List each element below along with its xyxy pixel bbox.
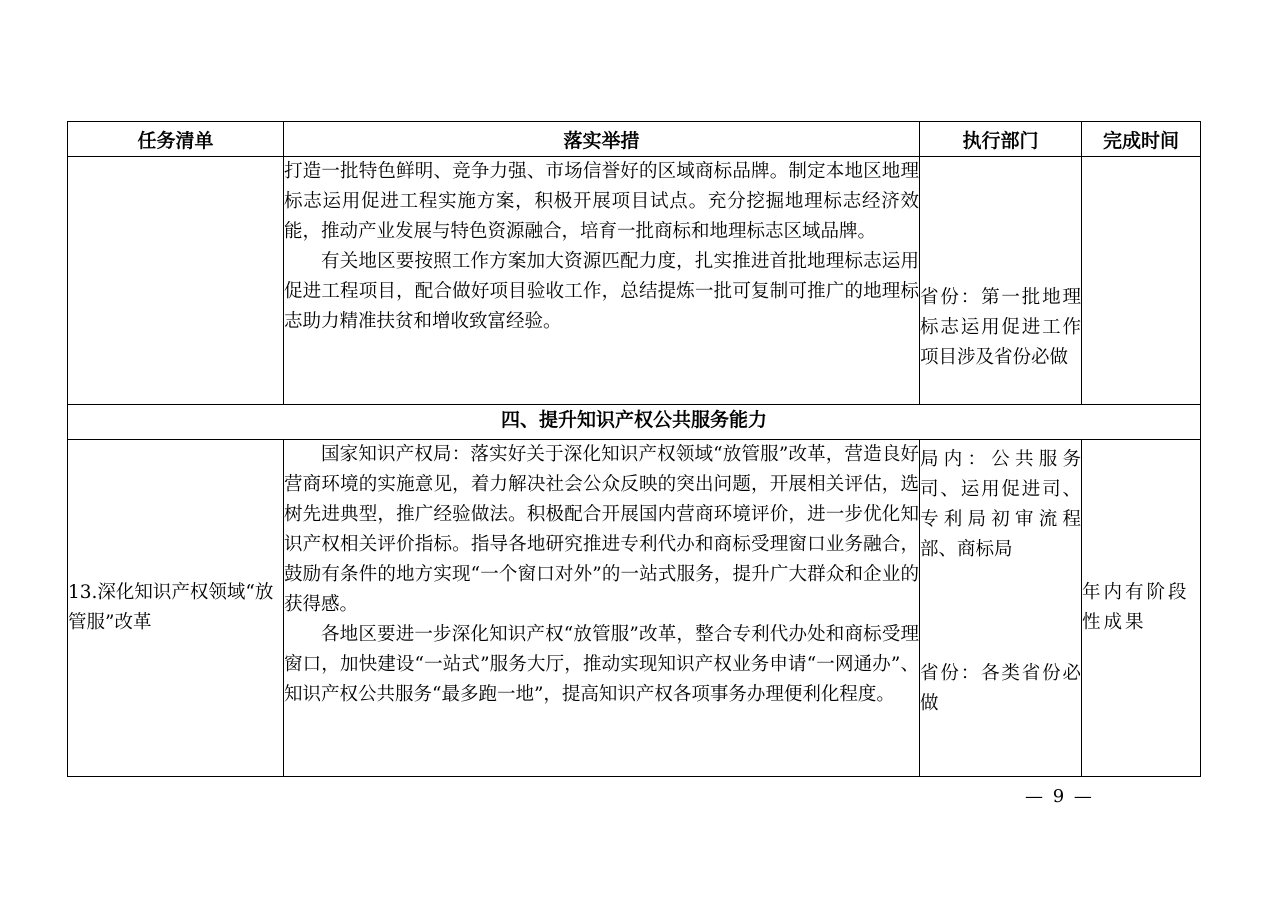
header-measures: 落实举措 (284, 122, 920, 157)
measures-paragraph: 打造一批特色鲜明、竞争力强、市场信誉好的区域商标品牌。制定本地区地理标志运用促进工程实施方案，积极开展项目试点。充分挖掘地理标志经济效能，推动产业发展与特色资源融合，培育一批商标和地理标志区域品牌。 (284, 161, 919, 242)
section-row (68, 405, 1201, 440)
task-cell (68, 157, 284, 405)
table-row (68, 440, 1201, 777)
header-task: 任务清单 (68, 122, 284, 157)
measures-paragraph: 各地区要进一步深化知识产权“放管服”改革，整合专利代办处和商标受理窗口，加快建设“一站式”服务大厅，推动实现知识产权业务申请“一网通办”、知识产权公共服务“最多跑一地”，提高知识产权各项事务办理便利化程度。 (284, 624, 919, 705)
table-row (68, 157, 1201, 405)
dept-cell (920, 157, 1082, 405)
dept-text: 省份：各类省份必做 (920, 663, 1081, 714)
time-cell (1082, 157, 1201, 405)
task-cell: 13.深化知识产权领域“放管服”改革 (68, 440, 284, 777)
measures-cell (284, 440, 920, 777)
section-title: 四、提升知识产权公共服务能力 (68, 405, 1201, 440)
page-number: — 9 — (1025, 786, 1094, 807)
measures-paragraph: 有关地区要按照工作方案加大资源匹配力度，扎实推进首批地理标志运用促进工程项目，配合做好项目验收工作，总结提炼一批可复制可推广的地理标志助力精准扶贫和增收致富经验。 (284, 251, 919, 332)
measures-cell (284, 157, 920, 405)
dept-text: 省份：第一批地理标志运用促进工作项目涉及省份必做 (920, 287, 1081, 368)
measures-paragraph: 国家知识产权局：落实好关于深化知识产权领域“放管服”改革，营造良好营商环境的实施意见，着力解决社会公众反映的突出问题，开展相关评估，选树先进典型，推广经验做法。积极配合开展国内营商环境评价，进一步优化知识产权相关评价指标。指导各地研究推进专利代办和商标受理窗口业务融合，鼓励有条件的地方实现“一个窗口对外”的一站式服务，提升广大群众和企业的获得感。 (284, 444, 919, 615)
dept-text: 局内：公共服务司、运用促进司、专利局初审流程部、商标局 (920, 449, 1081, 560)
time-cell: 年内有阶段性成果 (1082, 440, 1201, 777)
header-time: 完成时间 (1082, 122, 1201, 157)
dept-cell (920, 440, 1082, 777)
header-dept: 执行部门 (920, 122, 1082, 157)
header-row (68, 122, 1201, 157)
task-table (67, 121, 1201, 777)
